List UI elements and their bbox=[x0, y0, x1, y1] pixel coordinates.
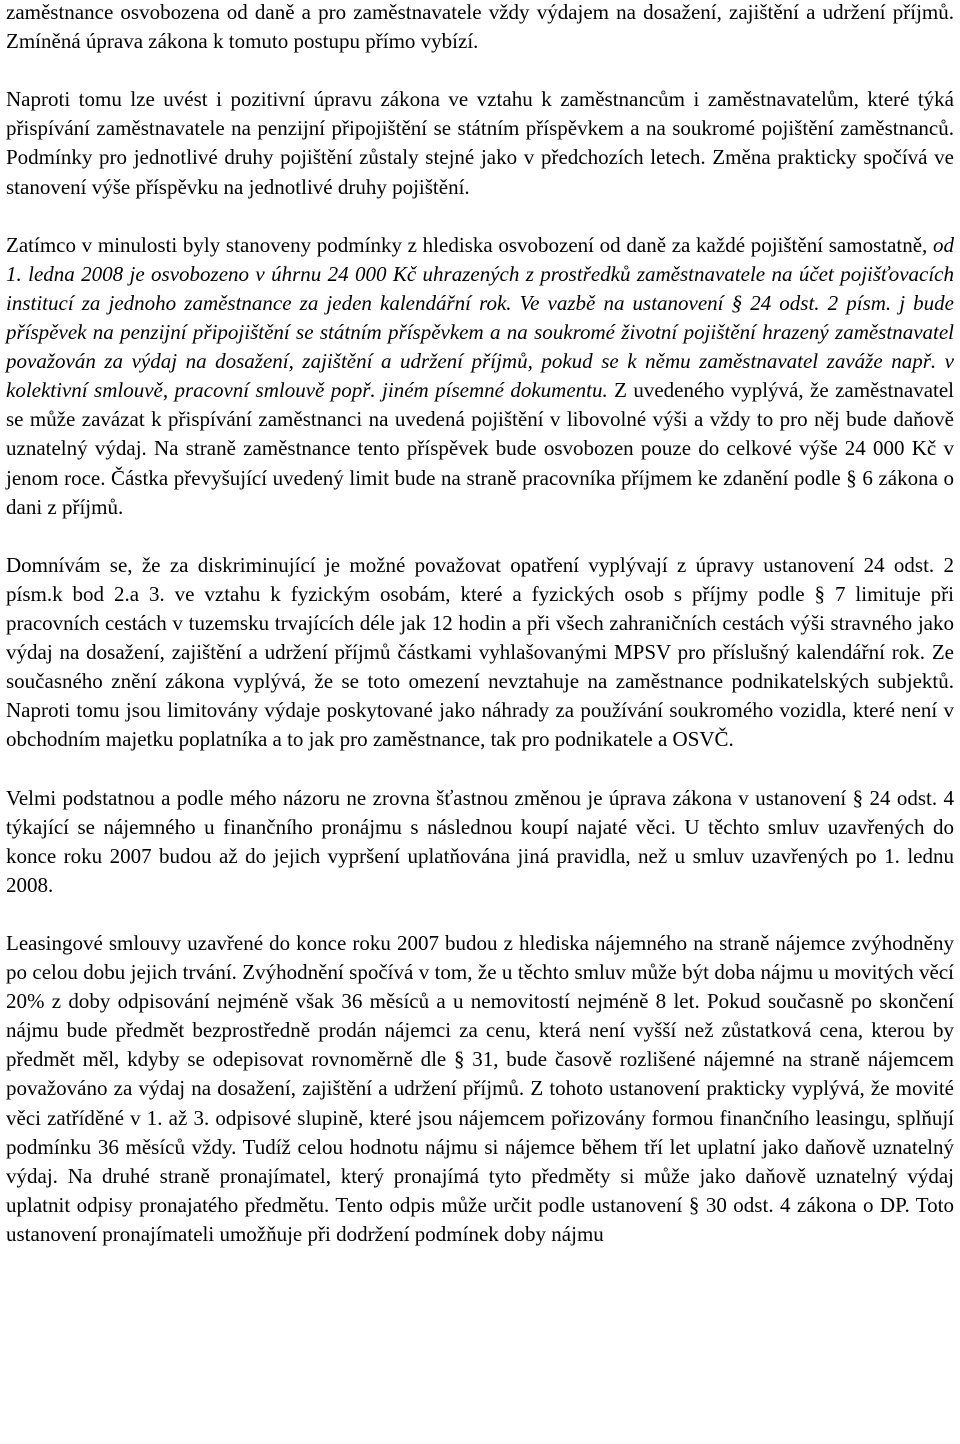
paragraph-3-text-rest: Z uvedeného vyplývá, že zaměstnavatel se může zavázat k přispívání zaměstnanci na uvedená pojištění v libovolné výši a vždy to pro něj bude daňově uznatelný výdaj. Na straně zaměstnance tento příspěvek bude osvobozen pouze do celkové výše 24 000 Kč v jenom roce. Částka převyšující uvedený limit bude na straně pracovníka příjmem ke zdanění podle § 6 zákona o dani z příjmů. bbox=[6, 378, 954, 519]
paragraph-5-text: Velmi podstatnou a podle mého názoru ne zrovna šťastnou změnou je úprava zákona v ustanovení § 24 odst. 4 týkající se nájemného u finančního pronájmu s následnou koupí najaté věci. U těchto smluv uzavřených do konce roku 2007 budou až do jejich vypršení uplatňována jiná pravidla, než u smluv uzavřených po 1. lednu 2008. bbox=[6, 785, 954, 897]
paragraph-6 bbox=[6, 929, 954, 1249]
paragraph-6-text: Leasingové smlouvy uzavřené do konce roku 2007 budou z hlediska nájemného na straně nájemce zvýhodněny po celou dobu jejich trvání. Zvýhodnění spočívá v tom, že u těchto smluv může být doba nájmu u movitých věcí 20% z doby odpisování nejméně však 36 měsíců a u nemovitostí nejméně 8 let. Pokud současně po skončení nájmu bude předmět bezprostředně prodán nájemci za cenu, která není vyšší než zůstatková cena, kterou by předmět měl, kdyby se odepisovat rovnoměrně dle § 31, bude časově rozlišené nájemné na straně nájemcem považováno za výdaj na dosažení, zajištění a udržení příjmů. Z tohoto ustanovení prakticky vyplývá, že movité věci zatříděné v 1. až 3. odpisové slupině, které jsou nájemcem pořizovány formou finančního leasingu, splňují podmínku 36 měsíců vždy. Tudíž celou hodnotu nájmu si nájemce během tří let uplatní jako daňově uznatelný výdaj. Na druhé straně pronajímatel, který pronajímá tyto předměty si může jako daňově uznatelný výdaj uplatnit odpisy pronajatého předmětu. Tento odpis může určit podle ustanovení § 30 odst. 4 zákona o DP. Toto ustanovení pronajímateli umožňuje při dodržení podmínek doby nájmu bbox=[6, 931, 954, 1246]
paragraph-1 bbox=[6, 0, 954, 56]
paragraph-1-text: zaměstnance osvobozena od daně a pro zaměstnavatele vždy výdajem na dosažení, zajištění a udržení příjmů. Zmíněná úprava zákona k tomuto postupu přímo vybízí. bbox=[6, 0, 954, 54]
paragraph-4-text: Domnívám se, že za diskriminující je možné považovat opatření vyplývají z úpravy ustanovení 24 odst. 2 písm.k bod 2.a 3. ve vztahu k fyzickým osobám, které a fyzických osob s příjmy podle § 7 limituje při pracovních cestách v tuzemsku trvajících déle jak 12 hodin a při všech zahraničních cestách výši stravného jako výdaj na dosažení, zajištění a udržení příjmů částkami vyhlašovanými MPSV pro příslušný kalendářní rok. Ze současného znění zákona vyplývá, že se toto omezení nevztahuje na zaměstnance podnikatelských subjektů. Naproti tomu jsou limitovány výdaje poskytované jako náhrady za používání soukromého vozidla, které není v obchodním majetku poplatníka a to jak pro zaměstnance, tak pro podnikatele a OSVČ. bbox=[6, 552, 954, 752]
document-page bbox=[6, 0, 954, 1249]
paragraph-3 bbox=[6, 231, 954, 522]
paragraph-3-text-intro: Zatímco v minulosti byly stanoveny podmínky z hlediska osvobození od daně za každé pojištění samostatně, bbox=[6, 232, 933, 257]
paragraph-2-text: Naproti tomu lze uvést i pozitivní úpravu zákona ve vztahu k zaměstnancům i zaměstnavatelům, které týká přispívání zaměstnavatele na penzijní připojištění se státním příspěvkem a na soukromé pojištění zaměstnanců. Podmínky pro jednotlivé druhy pojištění zůstaly stejné jako v předchozích letech. Změna prakticky spočívá ve stanovení výše příspěvku na jednotlivé druhy pojištění. bbox=[6, 87, 954, 199]
paragraph-2 bbox=[6, 85, 954, 201]
paragraph-5 bbox=[6, 784, 954, 900]
paragraph-3-text-italic: od 1. ledna 2008 je osvobozeno v úhrnu 24 000 Kč uhrazených z prostředků zaměstnavatele na účet pojišťovacích institucí za jednoho zaměstnance za jeden kalendářní rok. Ve vazbě na ustanovení § 24 odst. 2 písm. j bude příspěvek na penzijní připojištění se státním příspěvkem a na soukromé životní pojištění hrazený zaměstnavatel považován za výdaj na dosažení, zajištění a udržení příjmů, pokud se k němu zaměstnavatel zaváže např. v kolektivní smlouvě, pracovní smlouvě popř. jiném písemné dokumentu. bbox=[6, 232, 954, 403]
paragraph-4 bbox=[6, 551, 954, 755]
